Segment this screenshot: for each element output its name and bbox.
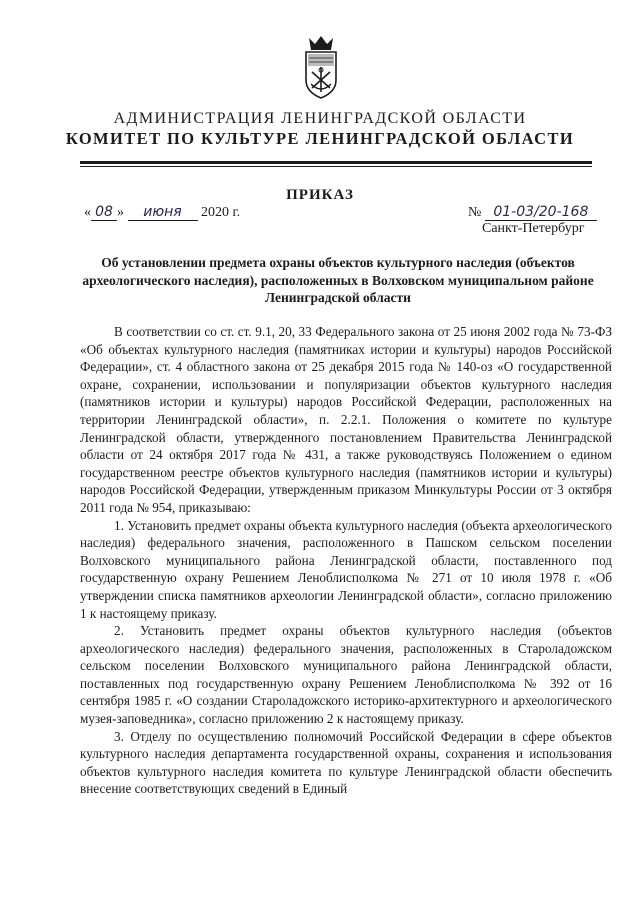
header-divider-thick [80,161,592,164]
header-divider-thin [80,166,592,167]
document-type-title: ПРИКАЗ [286,187,354,203]
number-sign: № [468,205,482,220]
preamble-paragraph: В соответствии со ст. ст. 9.1, 20, 33 Федерального закона от 25 июня 2002 года № 73-ФЗ «Об объектах культурного наследия (памятниках истории и культуры) народов Российской Федерации», ст. 4 областного закона от 25 декабря 2015 года № 140-оз «О государственной охране, сохранении, использовании и популяризации объектов культурного наследия (памятников истории и культуры) народов Российской Федерации, расположенных на территории Ленинградской области», п. 2.2.1. Положения о комитете по культуре Ленинградской области, утвержденного постановлением Правительства Ленинградской области от 24 октября 2017 года № 431, а также руководствуясь Положением о едином государственном реестре объектов культурного наследия (памятников истории и культуры) народов Российской Федерации, утвержденным приказом Минкультуры России от 3 октября 2011 года № 954, приказываю: [80,324,612,515]
leningrad-oblast-coat-of-arms-icon [303,34,339,100]
clause-1-paragraph: 1. Установить предмет охраны объекта культурного наследия (объекта археологического наследия) федерального значения, расположенного в Пашском сельском поселении Волховского муниципального района Ленинградской области, поставленного под государственную охрану Решением Леноблисполкома № 271 от 10 июля 1978 г. «Об утверждении списка памятников археологии Ленинградской области», согласно приложению 1 к настоящему приказу. [80,517,612,621]
date-close-quote: » [117,205,124,220]
clause-3-paragraph: 3. Отделу по осуществлению полномочий Российской Федерации в сфере объектов культурного наследия департамента государственной охраны, сохранения и использования объектов культурного наследия комитета по культуре Ленинградской области обеспечить внесение соответствующих сведений в Единый [80,728,612,797]
order-subject: Об установлении предмета охраны объектов культурного наследия (объектов археологического наследия), расположенных в Волховском муниципальном районе Ленинградской области [82,255,594,305]
clause-2-paragraph: 2. Установить предмет охраны объектов культурного наследия (объектов археологического наследия) федерального значения, расположенных в Староладожском сельском поселении Волховского муниципального района Ленинградской области, поставленных под государственную охрану Решением Леноблисполкома № 392 от 16 сентября 1985 г. «О создании Староладожского историко-архитектурного и археологического музея-заповедника», согласно приложению 2 к настоящему приказу. [80,623,612,727]
issue-city: Санкт-Петербург [482,221,585,236]
date-open-quote: « [84,205,91,220]
date-day-handwritten: 08 [91,204,117,221]
order-number [468,204,597,221]
date-year: 2020 г. [201,205,241,220]
order-date [84,204,240,221]
org-line-committee: КОМИТЕТ ПО КУЛЬТУРЕ ЛЕНИНГРАДСКОЙ ОБЛАСТИ [65,129,575,148]
number-value-handwritten: 01-03/20-168 [485,204,597,221]
order-body [80,323,612,798]
date-month-handwritten: июня [128,204,198,221]
org-line-administration: АДМИНИСТРАЦИЯ ЛЕНИНГРАДСКОЙ ОБЛАСТИ [113,110,527,127]
